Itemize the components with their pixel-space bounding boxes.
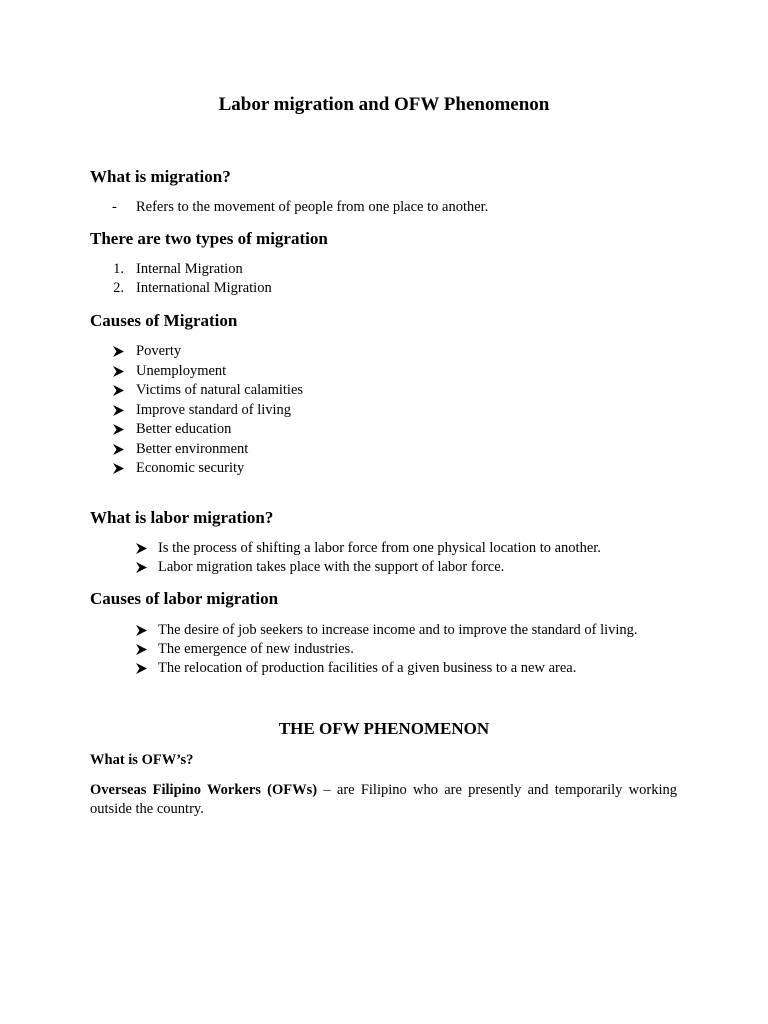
ofw-definition: – are Filipino who are presently and temporarily working outside the country.: [90, 782, 677, 817]
arrow-bullet-icon: [112, 443, 126, 457]
ofw-term: Overseas Filipino Workers (OFWs): [90, 782, 318, 798]
list-item: International Migration: [136, 280, 272, 296]
heading-causes-of-labor-migration: Causes of labor migration: [90, 589, 279, 608]
heading-causes-of-migration: Causes of Migration: [90, 311, 238, 330]
list-item: Victims of natural calamities: [136, 382, 304, 398]
list-item: Better education: [136, 421, 232, 437]
arrow-bullet-icon: [135, 662, 149, 676]
list-item: The desire of job seekers to increase income and to improve the standard of living.: [158, 622, 638, 638]
document-title: Labor migration and OFW Phenomenon: [218, 94, 550, 115]
list-item: Internal Migration: [136, 261, 243, 277]
list-item: Improve standard of living: [136, 401, 292, 418]
list-item: Better environment: [136, 440, 249, 457]
arrow-bullet-icon: [112, 345, 126, 359]
heading-what-is-labor-migration: What is labor migration?: [90, 508, 274, 527]
arrow-bullet-icon: [112, 404, 126, 418]
arrow-bullet-icon: [135, 624, 149, 638]
heading-what-is-migration: What is migration?: [90, 167, 231, 186]
list-item: Economic security: [136, 460, 245, 476]
heading-types-of-migration: There are two types of migration: [90, 229, 328, 248]
arrow-bullet-icon: [112, 423, 126, 437]
arrow-bullet-icon: [112, 462, 126, 476]
arrow-bullet-icon: [135, 561, 149, 575]
subheading-what-is-ofw: What is OFW’s?: [90, 752, 194, 768]
arrow-bullet-icon: [112, 384, 126, 398]
arrow-bullet-icon: [135, 643, 149, 657]
list-item: The relocation of production facilities of a given business to a new area.: [158, 660, 577, 676]
list-number: 2.: [113, 280, 124, 296]
list-number: 1.: [113, 261, 124, 277]
list-item: Labor migration takes place with the support of labor force.: [158, 559, 505, 575]
list-item: Is the process of shifting a labor force from one physical location to another.: [158, 540, 601, 556]
list-item: Poverty: [136, 343, 182, 359]
arrow-bullet-icon: [135, 542, 149, 556]
arrow-bullet-icon: [112, 365, 126, 379]
heading-ofw-phenomenon: THE OFW PHENOMENON: [278, 719, 490, 738]
list-item: The emergence of new industries.: [158, 641, 354, 657]
ofw-definition-paragraph: [90, 781, 677, 819]
list-item: Unemployment: [136, 362, 227, 379]
dash-bullet: -: [112, 199, 117, 215]
migration-definition: Refers to the movement of people from one place to another.: [136, 199, 489, 215]
